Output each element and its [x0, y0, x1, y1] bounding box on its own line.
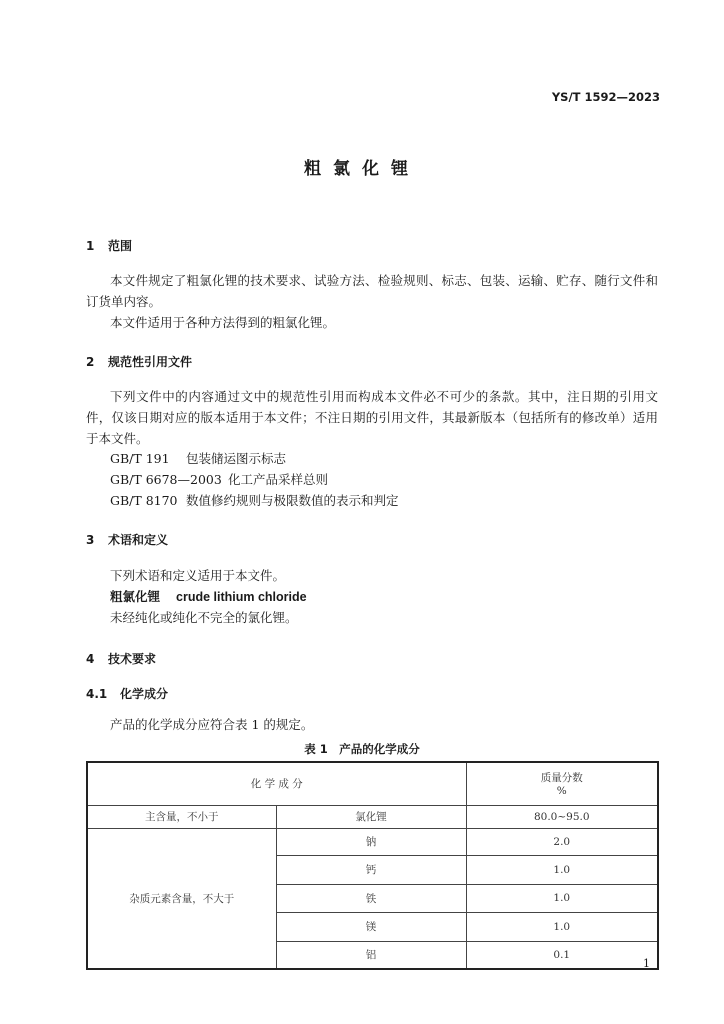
- main-value-cell: 80.0~95.0: [466, 805, 658, 828]
- table-caption: 表 1 产品的化学成分: [304, 742, 420, 756]
- header-unit: %: [556, 785, 567, 798]
- impurity-value-cell: 2.0: [466, 828, 658, 855]
- term-definition: 未经纯化或纯化不完全的氯化锂。: [110, 610, 298, 625]
- section-2-number: 2: [86, 355, 95, 369]
- section-4-heading: [86, 650, 156, 667]
- impurity-item-cell: 铝: [276, 941, 466, 969]
- section-4-title: 技术要求: [108, 652, 157, 666]
- section-2-paragraph-1: 下列文件中的内容通过文中的规范性引用而构成本文件必不可少的条款。其中，注日期的引用文件，仅该日期对应的版本适用于本文件；不注日期的引用文件，其最新版本（包括所有的修改单）适用于本文件。: [86, 389, 658, 446]
- section-1-paragraph-1: 本文件规定了粗氯化锂的技术要求、试验方法、检验规则、标志、包装、运输、贮存、随行文件和订货单内容。: [86, 273, 658, 309]
- header-mass-fraction: [466, 762, 658, 805]
- impurity-value-cell: 1.0: [466, 912, 658, 941]
- impurity-item-cell: 钙: [276, 855, 466, 884]
- table-row: [87, 828, 658, 855]
- impurity-item-cell: 铁: [276, 884, 466, 912]
- reference-item: [110, 470, 328, 488]
- section-4-1-paragraph: 产品的化学成分应符合表 1 的规定。: [110, 717, 314, 732]
- impurity-item-cell: 钠: [276, 828, 466, 855]
- reference-item: [110, 491, 399, 509]
- chemical-composition-table: [86, 761, 659, 970]
- impurity-item-cell: 镁: [276, 912, 466, 941]
- reference-title: 化工产品采样总则: [228, 472, 329, 487]
- main-item-cell: 氯化锂: [276, 805, 466, 828]
- page-number: 1: [643, 957, 650, 970]
- header-component: 化 学 成 分: [87, 762, 466, 805]
- impurity-value-cell: 1.0: [466, 855, 658, 884]
- main-category-cell: 主含量，不小于: [87, 805, 276, 828]
- section-4-1-title: 化学成分: [120, 687, 169, 701]
- section-4-1-heading: [86, 685, 168, 702]
- reference-code: GB/T 6678—2003: [110, 472, 222, 487]
- reference-code: GB/T 191: [110, 451, 170, 466]
- section-4-number: 4: [86, 652, 95, 666]
- section-3-title: 术语和定义: [108, 533, 169, 547]
- reference-title: 包装储运图示标志: [186, 451, 287, 466]
- reference-item: [110, 449, 286, 467]
- term-english: crude lithium chloride: [176, 590, 307, 604]
- header-fraction-label: 质量分数: [540, 772, 583, 785]
- section-3-heading: [86, 531, 168, 548]
- reference-code: GB/T 8170: [110, 493, 178, 508]
- term-entry: [110, 587, 307, 605]
- document-title: 粗氯化锂: [304, 159, 420, 179]
- section-1-heading: [86, 237, 132, 254]
- section-4-1-number: 4.1: [86, 687, 108, 701]
- section-2-title: 规范性引用文件: [108, 355, 193, 369]
- section-2-heading: [86, 353, 192, 370]
- term-chinese: 粗氯化锂: [110, 589, 161, 604]
- section-3-number: 3: [86, 533, 95, 547]
- table-row: [87, 805, 658, 828]
- standard-number: YS/T 1592—2023: [551, 90, 660, 104]
- section-1-number: 1: [86, 239, 95, 253]
- section-1-title: 范围: [108, 239, 133, 253]
- table-header-row: [87, 762, 658, 805]
- impurity-value-cell: 0.1: [466, 941, 658, 969]
- section-3-paragraph-1: 下列术语和定义适用于本文件。: [110, 568, 286, 583]
- section-1-paragraph-2: 本文件适用于各种方法得到的粗氯化锂。: [110, 315, 336, 330]
- impurity-value-cell: 1.0: [466, 884, 658, 912]
- impurity-category-cell: 杂质元素含量，不大于: [87, 828, 276, 969]
- reference-title: 数值修约规则与极限数值的表示和判定: [186, 493, 399, 508]
